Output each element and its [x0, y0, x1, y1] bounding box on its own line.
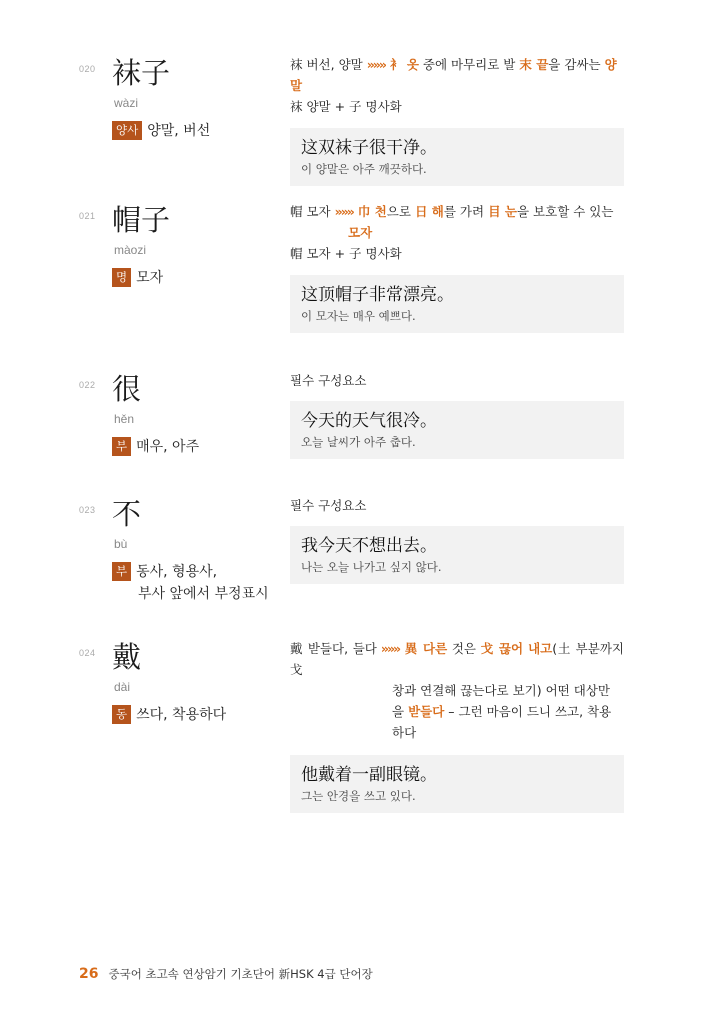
- note-highlight: 모자: [348, 225, 373, 240]
- mnemonic-note: [290, 638, 624, 743]
- page-footer: [79, 966, 373, 982]
- note-text: 창과 연결해 끊는다로 보기) 어떤 대상만: [392, 683, 610, 698]
- composition-note: 帽 모자 + 子 명사화: [290, 246, 402, 261]
- note-text: (土 부분까지 戈: [290, 641, 624, 677]
- entry-definition: [112, 436, 199, 458]
- entry-023-detail: [290, 495, 624, 584]
- pos-badge: 명: [112, 268, 131, 287]
- note-text: 을: [392, 704, 405, 719]
- book-title: 중국어 초고속 연상암기 기초단어 新HSK 4급 단어장: [108, 967, 373, 981]
- entry-meaning: 양말, 버선: [147, 123, 211, 139]
- note-text: 것은: [451, 641, 477, 656]
- note-highlight: 異 다른: [404, 641, 448, 656]
- entry-number: 022: [79, 380, 96, 390]
- entry-number: 024: [79, 648, 96, 658]
- entry-pinyin: bù: [114, 537, 128, 551]
- mnemonic-note: 필수 구성요소: [290, 498, 367, 513]
- entry-022-detail: [290, 370, 624, 459]
- example-chinese: 我今天不想出去。: [301, 536, 437, 556]
- example-korean: 그는 안경을 쓰고 있다.: [301, 789, 416, 803]
- example-korean: 오늘 날씨가 아주 춥다.: [301, 435, 416, 449]
- note-text: 하다: [392, 725, 417, 740]
- note-highlight: 戈 끊어 내고: [480, 641, 553, 656]
- entry-021-detail: [290, 201, 624, 333]
- arrow-icon: »»»: [366, 57, 385, 72]
- mnemonic-note: [290, 54, 624, 96]
- example-chinese: 他戴着一副眼镜。: [301, 765, 437, 785]
- note-highlight: 末 끝: [519, 57, 549, 72]
- entry-pinyin: wàzi: [114, 96, 139, 110]
- note-text: 을 감싸는: [548, 57, 601, 72]
- example-chinese: 这双袜子很干净。: [301, 138, 437, 158]
- page-number: 26: [79, 966, 99, 982]
- example-chinese: 这顶帽子非常漂亮。: [301, 285, 454, 305]
- note-text: 중에 마무리로 발: [422, 57, 516, 72]
- example-box: [290, 526, 624, 584]
- entry-number: 023: [79, 505, 96, 515]
- example-box: [290, 275, 624, 333]
- entry-definition: [112, 267, 163, 289]
- note-highlight: 巾 천: [357, 204, 387, 219]
- note-text: 戴 받들다, 들다: [290, 641, 377, 656]
- entry-number: 021: [79, 211, 96, 221]
- entry-hanzi: 很: [112, 372, 142, 406]
- entry-definition: [112, 120, 210, 142]
- example-box: [290, 401, 624, 459]
- mnemonic-note: [290, 201, 624, 243]
- example-chinese: 今天的天气很冷。: [301, 411, 437, 431]
- entry-pinyin: dài: [114, 680, 131, 694]
- arrow-icon: »»»: [334, 204, 353, 219]
- example-box: [290, 755, 624, 813]
- note-highlight: 받들다: [408, 704, 445, 719]
- note-text: 를 가려: [443, 204, 485, 219]
- entry-hanzi: 不: [112, 497, 142, 531]
- composition-note: 袜 양말 + 子 명사화: [290, 99, 402, 114]
- note-highlight: 衤 옷: [389, 57, 419, 72]
- note-text: 으로: [386, 204, 411, 219]
- note-text: – 그런 마음이 드니 쓰고, 착용: [448, 704, 612, 719]
- entry-meaning: 쓰다, 착용하다: [136, 707, 227, 723]
- example-box: [290, 128, 624, 186]
- pos-badge: 동: [112, 705, 131, 724]
- entry-020-detail: [290, 54, 624, 186]
- entry-meaning: 매우, 아주: [136, 439, 200, 455]
- note-text: 帽 모자: [290, 204, 331, 219]
- note-highlight: 目 눈: [488, 204, 517, 219]
- pos-badge: 부: [112, 562, 131, 581]
- pos-badge: 부: [112, 437, 131, 456]
- arrow-icon: »»»: [380, 641, 400, 656]
- entry-meaning: 모자: [136, 270, 164, 286]
- entry-definition: [112, 561, 269, 605]
- entry-meaning: 동사, 형용사,: [136, 564, 218, 580]
- example-korean: 이 모자는 매우 예쁘다.: [301, 309, 416, 323]
- entry-number: 020: [79, 64, 96, 74]
- entry-pinyin: màozi: [114, 243, 147, 257]
- entry-meaning-continued: 부사 앞에서 부정표시: [138, 586, 269, 602]
- example-korean: 나는 오늘 나가고 싶지 않다.: [301, 560, 442, 574]
- example-korean: 이 양말은 아주 깨끗하다.: [301, 162, 427, 176]
- note-highlight: 日 해: [414, 204, 444, 219]
- note-text: 袜 버선, 양말: [290, 57, 363, 72]
- mnemonic-note: 필수 구성요소: [290, 373, 367, 388]
- entry-pinyin: hěn: [114, 412, 135, 426]
- note-highlight: 양말: [290, 57, 617, 93]
- note-text: 을 보호할 수 있는: [517, 204, 614, 219]
- entry-024-detail: [290, 638, 624, 813]
- entry-hanzi: 袜子: [112, 56, 171, 90]
- entry-hanzi: 帽子: [112, 203, 171, 237]
- entry-hanzi: 戴: [112, 640, 142, 674]
- pos-badge: 양사: [112, 121, 142, 140]
- entry-definition: [112, 704, 226, 726]
